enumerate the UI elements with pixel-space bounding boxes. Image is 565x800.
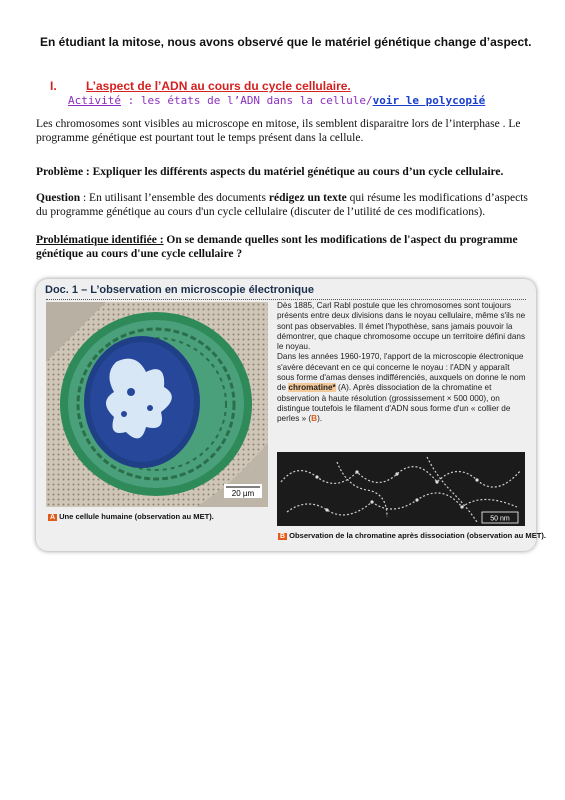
caption-b (278, 531, 546, 540)
polycopie-link[interactable]: voir le polycopié (372, 94, 486, 107)
question-label: Question (36, 192, 81, 204)
scale-bar-a: 20 µm (231, 489, 255, 498)
activity-text: : les états de l’ADN dans la cellule/ (120, 94, 373, 107)
question-emphasis: rédigez un texte (268, 192, 347, 204)
problematique-text: On se demande quelles sont les modifications de l'aspect du programme génétique au cours d'une cycle cellulaire ? (36, 234, 518, 260)
doc-title: Doc. 1 – L’observation en microscopie électronique (45, 284, 314, 296)
doc-text-1: Dès 1885, Carl Rabl postule que les chromosomes sont toujours présents entre deux divisions dans le noyau cellulaire, même s'ils ne sont pas observables. Il émet l'hypothèse, sans jamais pouvoir la démontrer, que chaque chromosome occupe un territoire défini dans le noyau. (277, 301, 526, 352)
scale-bar-b: 50 nm (490, 515, 510, 523)
question-paragraph (36, 191, 530, 219)
chromatin-micrograph (277, 452, 525, 526)
probleme-statement: Problème : Expliquer les différents aspects du matériel génétique au cours d’un cycle cellulaire. (36, 166, 504, 178)
section-heading (50, 79, 351, 93)
problematique-label: Problématique identifiée : (36, 234, 164, 246)
doc-body-text (277, 301, 527, 425)
activity-label: Activité (68, 94, 121, 107)
doc-tag-b: B (311, 414, 318, 424)
intro-text: En étudiant la mitose, nous avons observé que le matériel génétique change d’aspect. (40, 35, 532, 49)
doc-text-4: ). (317, 414, 323, 424)
caption-a (48, 512, 214, 521)
doc-text-3: (A). Après dissociation de la chromatine et observation à haute résolution (grossissement × 500 000), on distingue toutefois le filament d'ADN sous forme d'un « collier de perles » ( (277, 383, 511, 424)
section-number: I. (50, 79, 57, 93)
caption-a-letter: A (50, 514, 56, 521)
cell-micrograph (46, 302, 268, 507)
activity-line (68, 94, 485, 107)
question-text-1: : En utilisant l’ensemble des documents (80, 192, 269, 204)
doc-text-2: Dans les années 1960-1970, l'apport de la microscopie électronique s'avère décevant en ce qui concerne le noyau : l'ADN y apparaît sous forme d'amas denses indifférenciés, auxquels on donne le nom de (277, 352, 526, 393)
caption-b-letter: B (280, 533, 286, 540)
section-title: L’aspect de l’ADN au cours du cycle cellulaire. (86, 79, 351, 93)
chromatine-term: chromatine* (288, 383, 336, 393)
caption-a-text: Une cellule humaine (observation au MET). (59, 512, 214, 521)
caption-b-text: Observation de la chromatine après dissociation (observation au MET). (289, 531, 547, 540)
problematique-paragraph (36, 233, 530, 261)
intro-paragraph: Les chromosomes sont visibles au microscope en mitose, ils semblent disparaitre lors de l’interphase . Le programme génétique est pourtant tout le temps présent dans la cellule. (36, 118, 521, 144)
title-divider (46, 299, 526, 300)
question-text-2: qui résume les modifications d’aspects du programme génétique au cours d'un cycle cellulaire (discuter de l’utilité de ces modifications). (36, 192, 528, 218)
document-figure (36, 279, 547, 551)
